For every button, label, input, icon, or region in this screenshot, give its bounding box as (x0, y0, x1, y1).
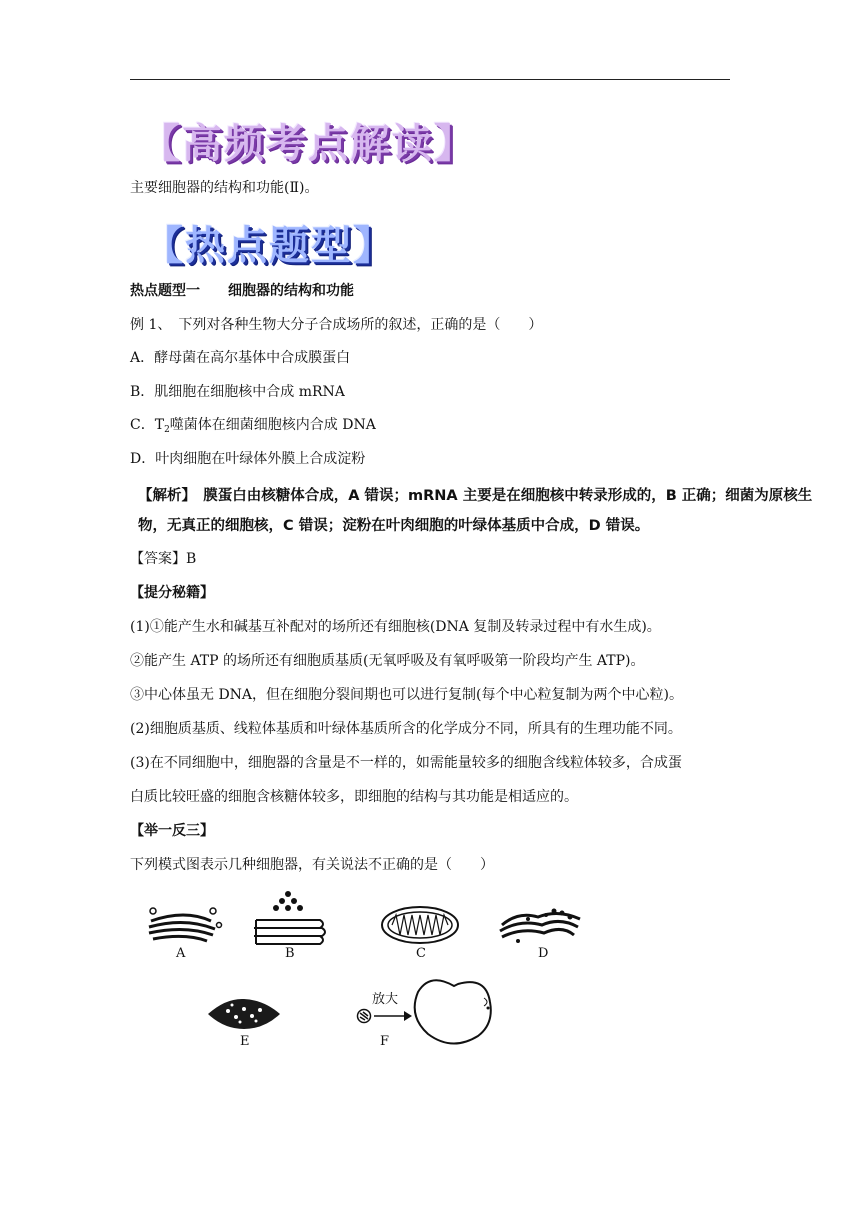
tip-line: (2)细胞质基质、线粒体基质和叶绿体基质所含的化学成分不同，所具有的生理功能不同。 (130, 721, 682, 737)
enlarged-cell-figure (410, 972, 496, 1048)
arrow-label: 放大 (372, 992, 399, 1007)
figure-label-b: B (285, 946, 295, 961)
practice-title: 【举一反三】 (130, 823, 214, 839)
figure-label-d: D (538, 946, 549, 961)
intro-text: 主要细胞器的结构和功能(Ⅱ)。 (130, 180, 319, 196)
header-rule (130, 79, 730, 80)
practice-stem: 下列模式图表示几种细胞器，有关说法不正确的是（ ） (130, 857, 494, 873)
banner-hot-topics: 【热点题型】 (143, 222, 395, 269)
tip-line: (3)在不同细胞中，细胞器的含量是不一样的，如需能量较多的细胞含线粒体较多，合成蛋 (130, 755, 682, 771)
option-b: B．肌细胞在细胞核中合成 mRNA (130, 384, 345, 400)
tip-line: ②能产生 ATP 的场所还有细胞质基质(无氧呼吸及有氧呼吸第一阶段均产生 ATP)。 (130, 653, 645, 669)
endoplasmic-reticulum-figure (248, 890, 328, 946)
analysis-text: 【解析】 膜蛋白由核糖体合成，A 错误；mRNA 主要是在细胞核中转录形成的，B 正确；细菌为原核生物，无真正的细胞核，C 错误；淀粉在叶肉细胞的叶绿体基质中合成，D 错误。 (138, 488, 813, 534)
tips-title: 【提分秘籍】 (130, 585, 214, 601)
golgi-figure (145, 905, 225, 945)
answer-text: 【答案】B (130, 551, 197, 567)
tip-line: ③中心体虽无 DNA，但在细胞分裂间期也可以进行复制(每个中心粒复制为两个中心粒)。 (130, 687, 683, 703)
example-stem: 例 1、 下列对各种生物大分子合成场所的叙述，正确的是（ ） (130, 317, 543, 333)
tip-line: 白质比较旺盛的细胞含核糖体较多，即细胞的结构与其功能是相适应的。 (130, 789, 578, 805)
membrane-stack-figure (498, 905, 584, 945)
figure-label-c: C (416, 946, 426, 961)
option-d: D．叶肉细胞在叶绿体外膜上合成淀粉 (130, 451, 366, 467)
option-a: A．酵母菌在高尔基体中合成膜蛋白 (130, 350, 351, 366)
section-title: 热点题型一 细胞器的结构和功能 (130, 283, 354, 299)
mitochondrion-figure (380, 905, 460, 945)
option-c: C．$T_2$噬菌体在细菌细胞核内合成 DNA (130, 417, 376, 435)
figure-label-e: E (240, 1034, 250, 1049)
banner-key-points: 【高频考点解读】 (140, 120, 476, 167)
magnify-arrow-icon (374, 1009, 414, 1023)
figure-label-f: F (380, 1034, 390, 1049)
vesicle-figure (206, 996, 282, 1032)
small-organelle-figure (356, 1008, 372, 1024)
tip-line: (1)①能产生水和碱基互补配对的场所还有细胞核(DNA 复制及转录过程中有水生成)。 (130, 619, 661, 635)
figure-label-a: A (176, 946, 186, 961)
